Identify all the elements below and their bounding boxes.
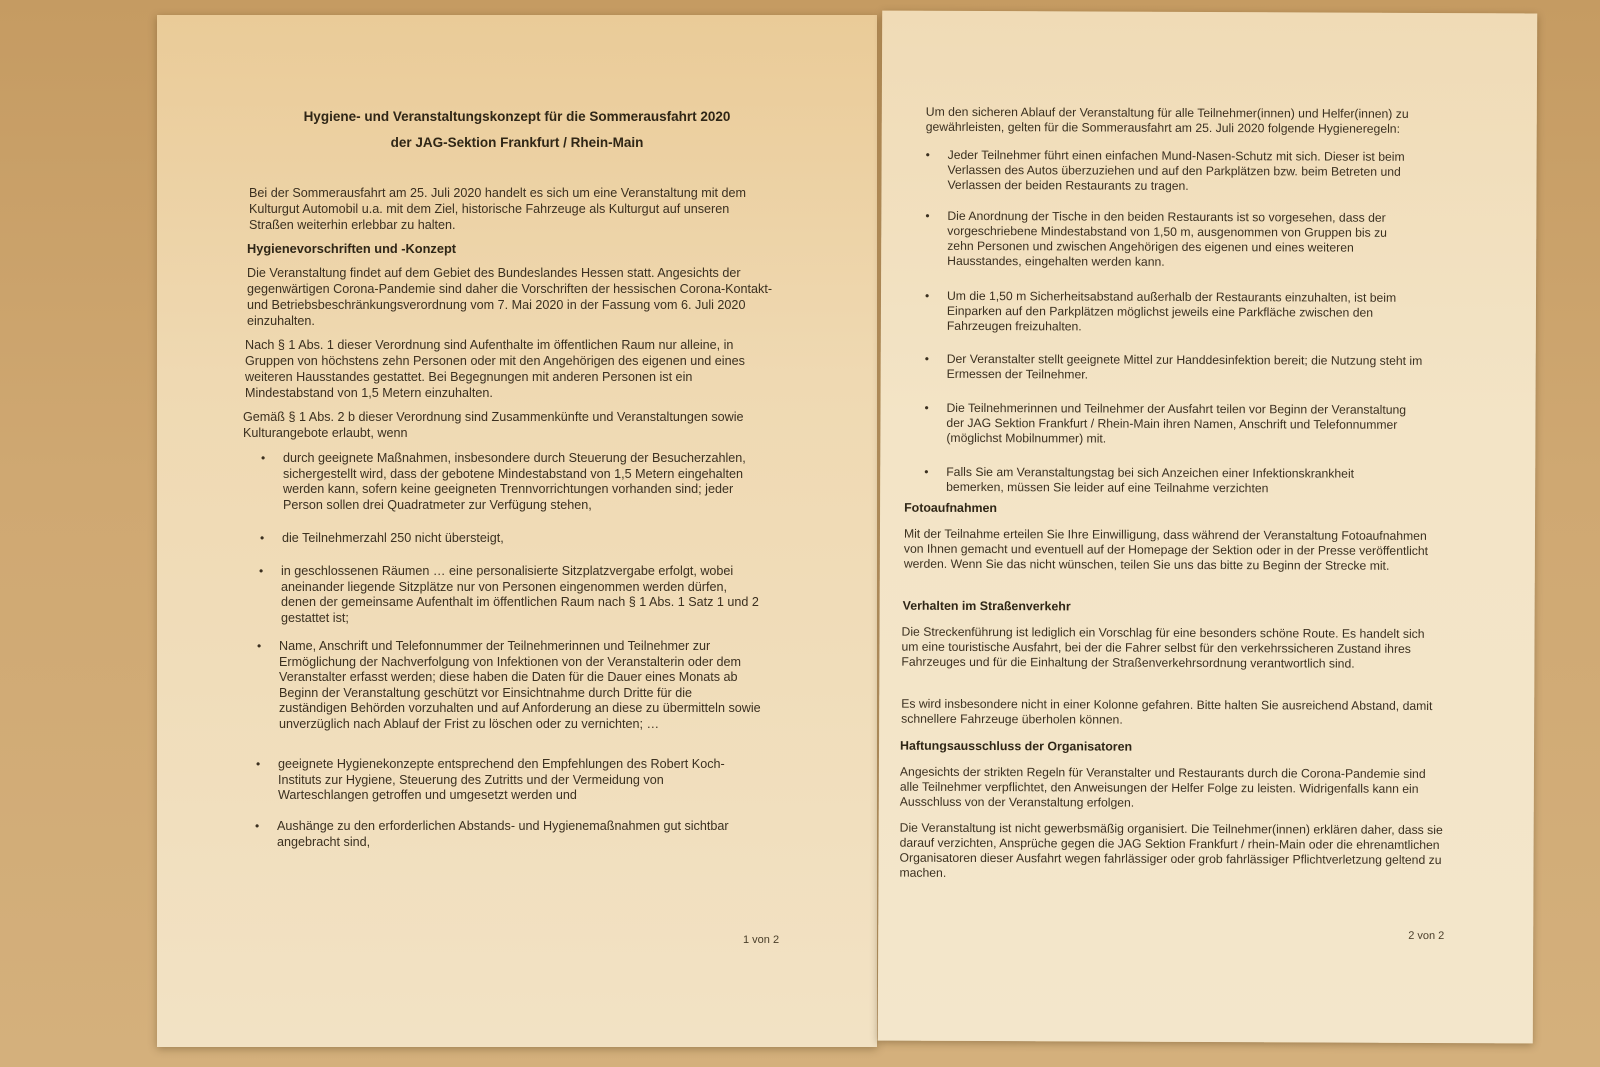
paragraph-hessen: Die Veranstaltung findet auf dem Gebiet des Bundeslandes Hessen statt. Angesichts der gegenwärtigen Corona-Pandemie sind daher die Vorschriften der hessischen Corona-Kontakt- und Betriebsbeschränkungsverordnung vom 7. Mai 2020 in der Fassung vom 6. Juli 2020 einzuhalten.	[247, 266, 773, 328]
intro-paragraph: Um den sicheren Ablauf der Veranstaltung für alle Teilnehmer(innen) und Helfer(innen) zu gewährleisten, gelten für die Sommerausfahrt am 25. Juli 2020 folgende Hygieneregeln:	[925, 104, 1409, 136]
list-item-text: Die Anordnung der Tische in den beiden Restaurants ist so vorgesehen, dass der vorgeschriebene Mindestabstand von 1,50 m, ausgenommen von Gruppen bis zu zehn Personen und zwischen Angehörigen des eigenen und eines weiteren Hausstandes, eingehalten werden kann.	[947, 208, 1388, 269]
list-item	[259, 564, 761, 626]
bullet-icon: •	[924, 400, 929, 415]
document-page-2	[878, 11, 1537, 1044]
list-item	[257, 639, 761, 733]
page-number: 2 von 2	[1408, 929, 1445, 943]
bullet-icon: •	[925, 147, 930, 162]
list-item	[925, 208, 1415, 271]
bullet-icon: •	[257, 639, 262, 653]
paragraph-haftung-1: Angesichts der strikten Regeln für Veranstalter und Restaurants durch die Corona-Pandemie sind alle Teilnehmer verpflichtet, den Anweisungen der Helfer Folge zu leisten. Widrigenfalls kann ein Ausschluss von der Veranstaltung erfolgen.	[899, 764, 1426, 810]
list-item-text: Falls Sie am Veranstaltungstag bei sich Anzeichen einer Infektionskrankheit bemerken, müssen Sie leider auf eine Teilnahme verzichten	[946, 464, 1355, 496]
list-item	[261, 451, 763, 513]
bullet-icon: •	[924, 288, 930, 303]
bullet-icon: •	[925, 208, 930, 223]
paragraph-paragraph-1: Nach § 1 Abs. 1 dieser Verordnung sind Aufenthalte im öffentlichen Raum nur alleine, in Gruppen von höchstens zehn Personen oder mit den Angehörigen des eigenen und eines weiteren Hausstandes gestattet. Bei Begegnungen mit anderen Personen ist ein Mindestabstand von 1,5 Metern einzuhalten.	[245, 338, 745, 400]
list-item	[925, 147, 1422, 195]
bullet-icon: •	[261, 451, 266, 465]
page-title-line-1: Hygiene- und Veranstaltungskonzept für die Sommerausfahrt 2020	[303, 109, 731, 124]
list-item-text: geeignete Hygienekonzepte entsprechend den Empfehlungen des Robert Koch-Instituts zur Hygiene, Steuerung des Zutritts und der Vermeidung von Warteschlangen getroffen und umgesetzt werden und	[278, 757, 725, 803]
bullet-icon: •	[256, 757, 261, 771]
list-item	[924, 351, 1427, 384]
section-heading-haftung: Haftungsausschluss der Organisatoren	[900, 738, 1133, 754]
list-item-text: Aushänge zu den erforderlichen Abstands- und Hygienemaßnahmen gut sichtbar angebracht sind,	[277, 819, 729, 849]
section-heading-verkehr: Verhalten im Straßenverkehr	[902, 598, 1071, 614]
section-heading-foto: Fotoaufnahmen	[904, 500, 998, 516]
list-item-text: Name, Anschrift und Telefonnummer der Teilnehmerinnen und Teilnehmer zur Ermöglichung der Nachverfolgung von Infektionen von der Veranstalterin oder dem Veranstalter erfasst werden; diese haben die Daten für die Dauer eines Monats ab Beginn der Veranstaltung geschützt vor Einsichtnahme durch Dritte für die zuständigen Behörden vorzuhalten und auf Anforderung an diese zu übermitteln sowie unverzüglich nach Ablauf der Frist zu löschen oder zu vernichten; …	[279, 639, 761, 731]
paragraph-paragraph-2b: Gemäß § 1 Abs. 2 b dieser Verordnung sind Zusammenkünfte und Veranstaltungen sowie Kulturangebote erlaubt, wenn	[243, 410, 744, 440]
bullet-icon: •	[255, 819, 260, 833]
list-item	[255, 819, 757, 850]
paragraph-foto: Mit der Teilnahme erteilen Sie Ihre Einwilligung, dass während der Veranstaltung Fotoaufnahmen von Ihnen gemacht und eventuell auf der Homepage der Sektion oder in der Presse veröffentlicht werden. Wenn Sie das nicht wünschen, teilen Sie uns das bitte zu Beginn der Strecke mit.	[903, 526, 1429, 573]
list-item	[924, 464, 1396, 497]
list-item-text: Um die 1,50 m Sicherheitsabstand außerhalb der Restaurants einzuhalten, ist beim Einparken auf den Parkplätzen möglichst jeweils eine Parkfläche zwischen den Fahrzeugen freizuhalten.	[946, 288, 1397, 334]
page-number: 1 von 2	[743, 934, 780, 946]
list-item	[260, 531, 762, 547]
page-title-line-2: der JAG-Sektion Frankfurt / Rhein-Main	[390, 135, 644, 150]
list-item-text: Die Teilnehmerinnen und Teilnehmer der Ausfahrt teilen vor Beginn der Veranstaltung der JAG Sektion Frankfurt / Rhein-Main ihren Namen, Anschrift und Telefonnummer (möglichst Mobilnummer) mit.	[946, 400, 1407, 446]
paragraph-haftung-2: Die Veranstaltung ist nicht gewerbsmäßig organisiert. Die Teilnehmer(innen) erklären daher, dass sie darauf verzichten, Ansprüche gegen die JAG Sektion Frankfurt / rhein-Main oder die ehrenamtlichen Organisatoren dieser Ausfahrt wegen fahrlässiger oder grob fahrlässiger Pflichtverletzung geltend zu machen.	[899, 820, 1443, 880]
list-item-text: durch geeignete Maßnahmen, insbesondere durch Steuerung der Besucherzahlen, sichergestellt wird, dass der gebotene Mindestabstand von 1,5 Metern eingehalten werden kann, sofern keine geeigneten Trennvorrichtungen vorhanden sind; jeder Person sollen drei Quadratmeter zur Verfügung stehen,	[283, 451, 746, 512]
list-item	[924, 288, 1417, 336]
bullet-icon: •	[259, 564, 264, 578]
paragraph-verkehr-1: Die Streckenführung ist lediglich ein Vorschlag für eine besonders schöne Route. Es handelt sich um eine touristische Ausfahrt, bei der die Fahrer selbst für den verkehrssicheren Zustand ihres Fahrzeuges und für die Einhaltung der Straßenverkehrsordnung verantwortlich sind.	[901, 624, 1425, 671]
list-item-text: Jeder Teilnehmer führt einen einfachen Mund-Nasen-Schutz mit sich. Dieser ist beim Verlassen des Autos überzuziehen und auf den Parkplätzen bzw. beim Betreten und Verlassen der beiden Restaurants zu tragen.	[947, 147, 1405, 193]
bullet-icon: •	[924, 464, 929, 479]
list-item-text: die Teilnehmerzahl 250 nicht übersteigt,	[282, 531, 504, 545]
document-page-1	[157, 15, 877, 1047]
list-item-text: in geschlossenen Räumen … eine personalisierte Sitzplatzvergabe erfolgt, wobei aneinander liegende Sitzplätze nur von Personen eingenommen werden dürfen, denen der gemeinsame Aufenthalt im öffentlichen Raum nach § 1 Abs. 1 Satz 1 und 2 gestattet ist;	[281, 564, 759, 625]
paragraph-verkehr-2: Es wird insbesondere nicht in einer Kolonne gefahren. Bitte halten Sie ausreichend Abstand, damit schnellere Fahrzeuge überholen können.	[901, 696, 1433, 727]
bullet-icon: •	[260, 531, 265, 545]
list-item	[924, 400, 1416, 448]
intro-paragraph: Bei der Sommerausfahrt am 25. Juli 2020 handelt es sich um eine Veranstaltung mit dem Kulturgut Automobil u.a. mit dem Ziel, historische Fahrzeuge als Kulturgut auf unseren Straßen weiterhin erlebbar zu halten.	[249, 186, 747, 232]
list-item	[256, 757, 748, 804]
list-item-text: Der Veranstalter stellt geeignete Mittel zur Handdesinfektion bereit; die Nutzung steht im Ermessen der Teilnehmer.	[946, 351, 1423, 382]
bullet-icon: •	[924, 351, 929, 366]
section-heading-hygiene: Hygienevorschriften und -Konzept	[247, 241, 457, 256]
